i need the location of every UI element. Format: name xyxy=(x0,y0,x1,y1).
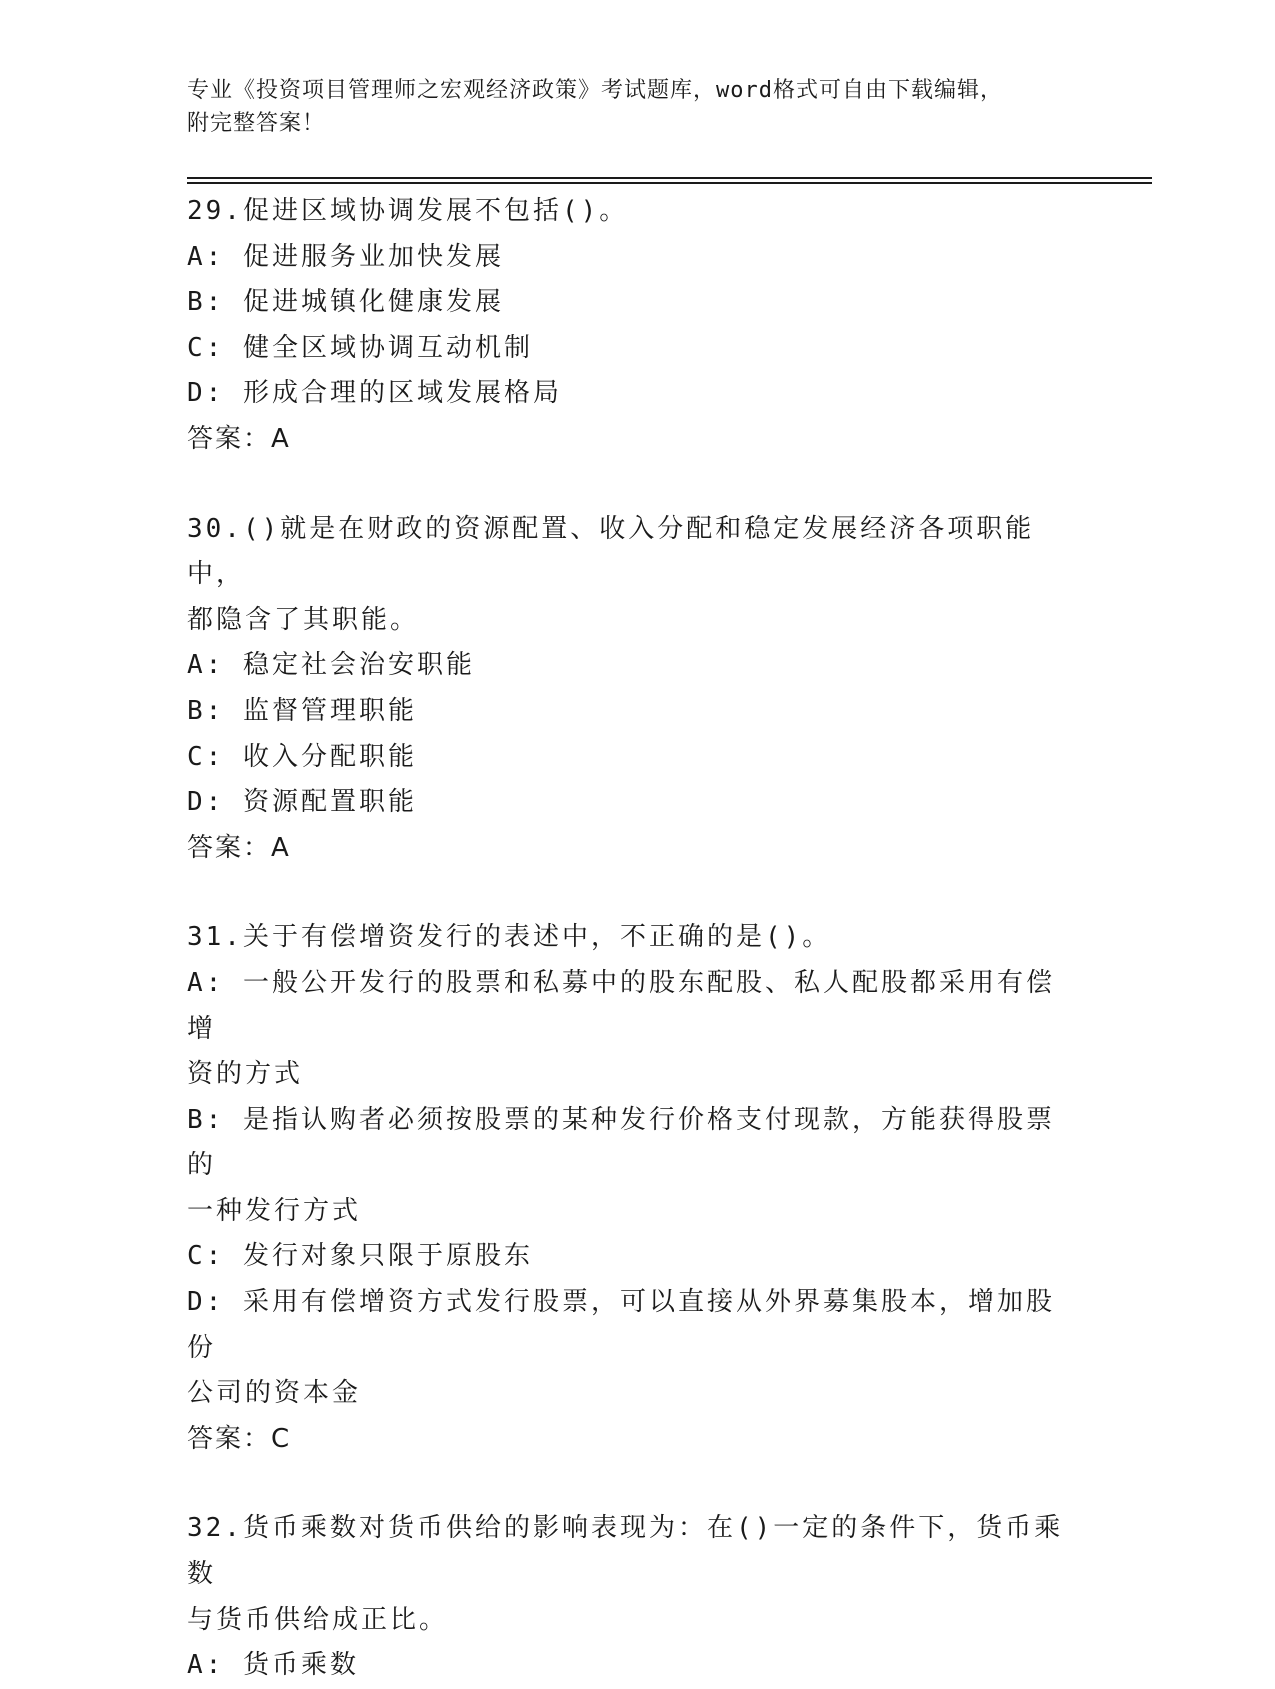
question-stem: 31.关于有偿增资发行的表述中，不正确的是()。 xyxy=(187,922,832,953)
answer: 答案：A xyxy=(187,423,291,454)
option-a: A: 货币乘数 xyxy=(187,1650,359,1681)
option-b: B: 促进城镇化健康发展 xyxy=(187,287,504,318)
option-b: B: 监督管理职能 xyxy=(187,695,417,726)
option-a: A: 一般公开发行的股票和私募中的股东配股、私人配股都采用有偿增 xyxy=(187,967,1055,1044)
option-c: C: 健全区域协调互动机制 xyxy=(187,332,533,363)
option-a: 资的方式 xyxy=(187,1059,304,1090)
option-a: A: 促进服务业加快发展 xyxy=(187,241,504,272)
question-stem: 30.()就是在财政的资源配置、收入分配和稳定发展经济各项职能中， xyxy=(187,513,1035,590)
header-line: 专业《投资项目管理师之宏观经济政策》考试题库，word格式可自由下载编辑， xyxy=(187,78,1003,103)
option-c: C: 发行对象只限于原股东 xyxy=(187,1241,533,1272)
option-b: 一种发行方式 xyxy=(187,1195,362,1226)
option-b: B: 是指认购者必须按股票的某种发行价格支付现款，方能获得股票的 xyxy=(187,1104,1055,1181)
option-a: A: 稳定社会治安职能 xyxy=(187,650,475,681)
option-d: 公司的资本金 xyxy=(187,1378,362,1409)
header-divider xyxy=(187,177,1152,179)
question-31 xyxy=(187,915,1077,1462)
option-c: C: 收入分配职能 xyxy=(187,741,417,772)
document-header xyxy=(187,74,1077,140)
header-divider xyxy=(187,182,1152,184)
question-30 xyxy=(187,507,1077,872)
option-d: D: 资源配置职能 xyxy=(187,787,417,818)
answer: 答案：C xyxy=(187,1423,292,1454)
question-32 xyxy=(187,1506,1077,1688)
question-gap xyxy=(187,1462,1077,1506)
question-29 xyxy=(187,189,1077,463)
question-gap xyxy=(187,871,1077,915)
question-stem: 32.货币乘数对货币供给的影响表现为：在()一定的条件下，货币乘数 xyxy=(187,1513,1064,1590)
question-list xyxy=(187,189,1077,1689)
option-d: D: 形成合理的区域发展格局 xyxy=(187,378,562,409)
question-stem: 29.促进区域协调发展不包括()。 xyxy=(187,196,629,226)
question-gap xyxy=(187,463,1077,507)
option-d: D: 采用有偿增资方式发行股票，可以直接从外界募集股本，增加股份 xyxy=(187,1287,1055,1363)
question-stem: 都隐含了其职能。 xyxy=(187,604,420,635)
answer: 答案：A xyxy=(187,832,291,863)
question-stem: 与货币供给成正比。 xyxy=(187,1604,449,1635)
header-line: 附完整答案！ xyxy=(187,111,326,136)
